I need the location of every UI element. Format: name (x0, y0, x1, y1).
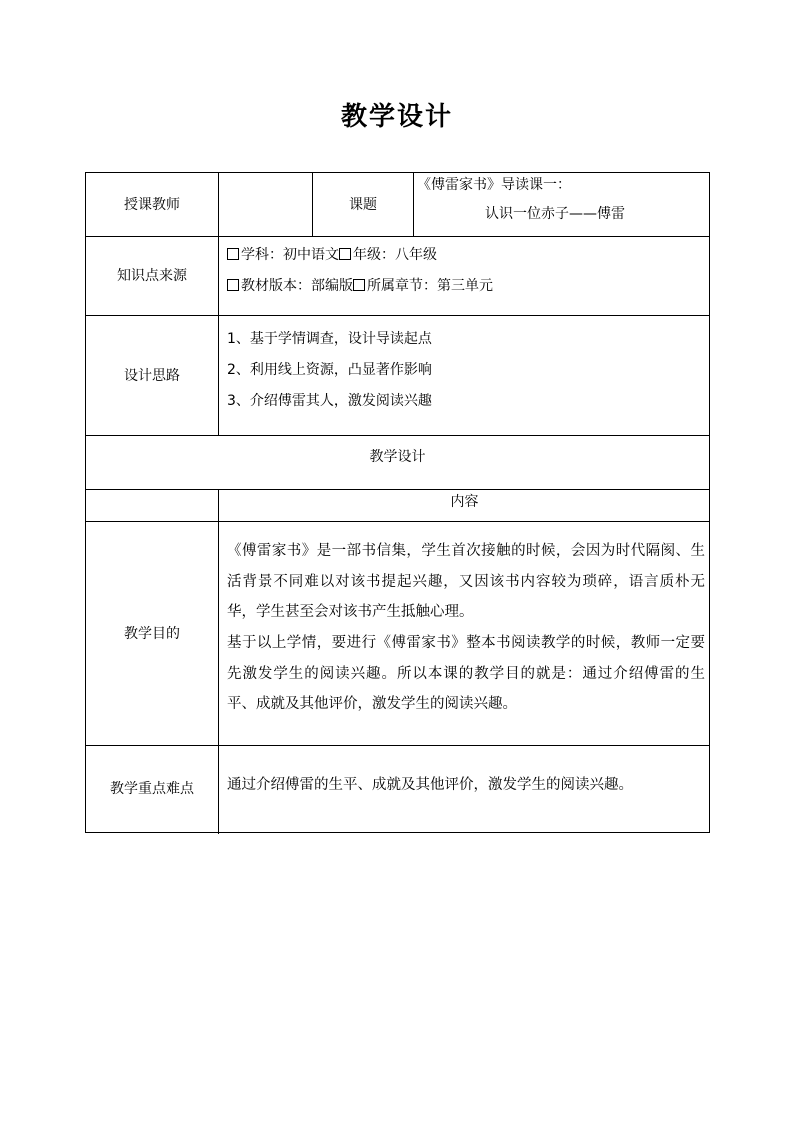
page-title: 教学设计 (340, 102, 453, 132)
objective-paragraph-1: 《傅雷家书》是一部书信集，学生首次接触的时候，会因为时代隔阂、生活背景不同难以对该书提起兴趣，又因该书内容较为琐碎，语言质朴无华，学生甚至会对该书产生抵触心理。 (227, 543, 705, 620)
content-header: 内容 (450, 494, 479, 510)
objective-paragraph-2: 基于以上学情，要进行《傅雷家书》整本书阅读教学的时候，教师一定要先激发学生的阅读兴趣。所以本课的教学目的就是：通过介绍傅雷的生平、成就及其他评价，激发学生的阅读兴趣。 (227, 635, 705, 712)
chapter-label: 所属章节： (367, 278, 437, 294)
grade-label: 年级： (353, 247, 395, 263)
key-points-text: 通过介绍傅雷的生平、成就及其他评价，激发学生的阅读兴趣。 (227, 777, 633, 793)
source-label: 知识点来源 (117, 268, 187, 284)
objective-label: 教学目的 (124, 625, 180, 642)
idea-value (219, 316, 710, 435)
idea-item: 1、基于学情调查，设计导读起点 (227, 331, 432, 347)
subject-value: 初中语文 (283, 247, 339, 263)
subject-label: 学科： (241, 247, 283, 263)
section-header: 教学设计 (369, 449, 426, 465)
idea-label: 设计思路 (124, 367, 180, 384)
edition-chapter-line (227, 276, 493, 296)
content-header-cell (219, 490, 710, 521)
checkbox-icon (227, 279, 239, 291)
checkbox-icon (227, 248, 239, 260)
idea-item: 2、利用线上资源，凸显著作影响 (227, 362, 432, 378)
teacher-label: 授课教师 (124, 196, 180, 213)
topic-line-1: 《傅雷家书》导读课一： (417, 177, 571, 193)
edition-value: 部编版 (311, 278, 353, 294)
idea-item: 3、介绍傅雷其人，激发阅读兴趣 (227, 393, 432, 409)
teacher-value (219, 173, 312, 236)
grade-value: 八年级 (395, 247, 437, 263)
key-points-label: 教学重点难点 (110, 781, 194, 797)
checkbox-icon (353, 279, 365, 291)
topic-label: 课题 (349, 196, 377, 213)
lesson-design-table (85, 172, 710, 833)
objective-value (219, 522, 710, 745)
edition-label: 教材版本： (241, 278, 311, 294)
source-value (219, 237, 710, 315)
topic-value (414, 173, 710, 236)
checkbox-icon (339, 248, 351, 260)
topic-line-2: 认识一位赤子——傅雷 (485, 206, 625, 222)
subject-grade-line (227, 245, 437, 265)
chapter-value: 第三单元 (437, 278, 493, 294)
key-points-value (219, 746, 710, 832)
